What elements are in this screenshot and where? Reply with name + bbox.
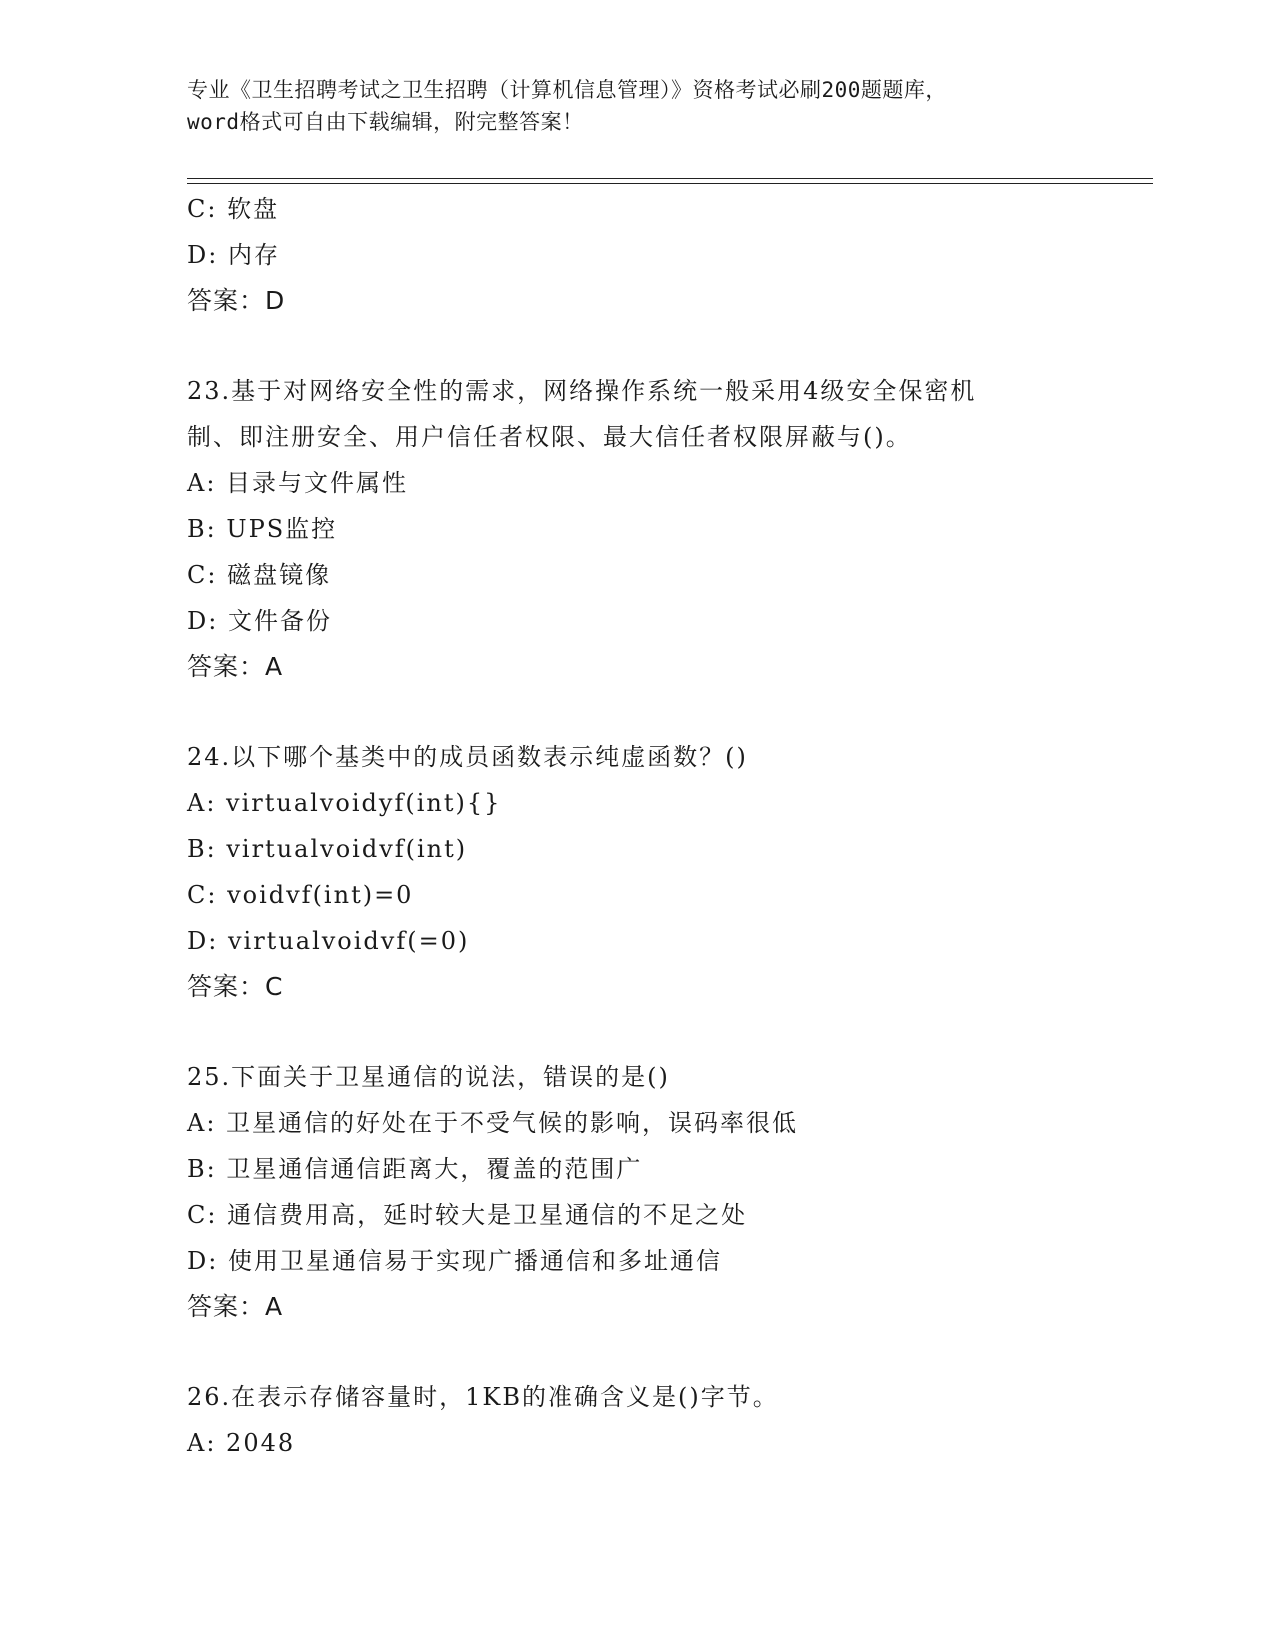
option-d: D: virtualvoidvf(=0) [187, 927, 470, 955]
option-c: C: voidvf(int)=0 [187, 881, 414, 909]
question-25 [187, 1054, 1147, 1330]
question-26 [187, 1374, 1147, 1466]
question-stem: 23.基于对网络安全性的需求，网络操作系统一般采用4级安全保密机 [187, 377, 977, 405]
option-d: D: 使用卫星通信易于实现广播通信和多址通信 [187, 1247, 722, 1275]
question-gap [187, 1010, 1147, 1054]
header-divider-top [187, 178, 1153, 179]
question-gap [187, 1330, 1147, 1374]
question-22-tail [187, 186, 1147, 324]
question-stem: 24.以下哪个基类中的成员函数表示纯虚函数？() [187, 743, 748, 771]
question-list [187, 186, 1147, 1466]
question-24 [187, 734, 1147, 1010]
question-stem: 25.下面关于卫星通信的说法，错误的是() [187, 1063, 670, 1091]
question-gap [187, 324, 1147, 368]
option-b: B: UPS监控 [187, 515, 338, 543]
question-stem-continued: 制、即注册安全、用户信任者权限、最大信任者权限屏蔽与()。 [187, 423, 912, 451]
option-b: B: virtualvoidvf(int) [187, 835, 468, 863]
option-a: A: 目录与文件属性 [187, 469, 409, 497]
question-gap [187, 690, 1147, 734]
header-line-1: 专业《卫生招聘考试之卫生招聘（计算机信息管理）》资格考试必刷200题题库， [187, 78, 947, 102]
answer-label: 答案：C [187, 972, 284, 1001]
option-a: A: 2048 [187, 1429, 296, 1457]
option-b: B: 卫星通信通信距离大，覆盖的范围广 [187, 1155, 643, 1183]
answer-label: 答案：A [187, 1292, 284, 1321]
header-line-2: word格式可自由下载编辑，附完整答案！ [187, 110, 584, 134]
option-a: A: 卫星通信的好处在于不受气候的影响，误码率很低 [187, 1109, 799, 1137]
answer-label: 答案：D [187, 286, 286, 315]
option-d: D: 内存 [187, 241, 280, 269]
option-a: A: virtualvoidyf(int){} [187, 789, 502, 817]
question-23 [187, 368, 1147, 690]
option-d: D: 文件备份 [187, 607, 332, 635]
option-c: C: 通信费用高，延时较大是卫星通信的不足之处 [187, 1201, 748, 1229]
document-header [187, 74, 1087, 138]
option-c: C: 磁盘镜像 [187, 561, 332, 589]
option-c: C: 软盘 [187, 195, 280, 223]
answer-label: 答案：A [187, 652, 284, 681]
header-divider-bottom [187, 183, 1153, 184]
question-stem: 26.在表示存储容量时，1KB的准确含义是()字节。 [187, 1383, 779, 1411]
